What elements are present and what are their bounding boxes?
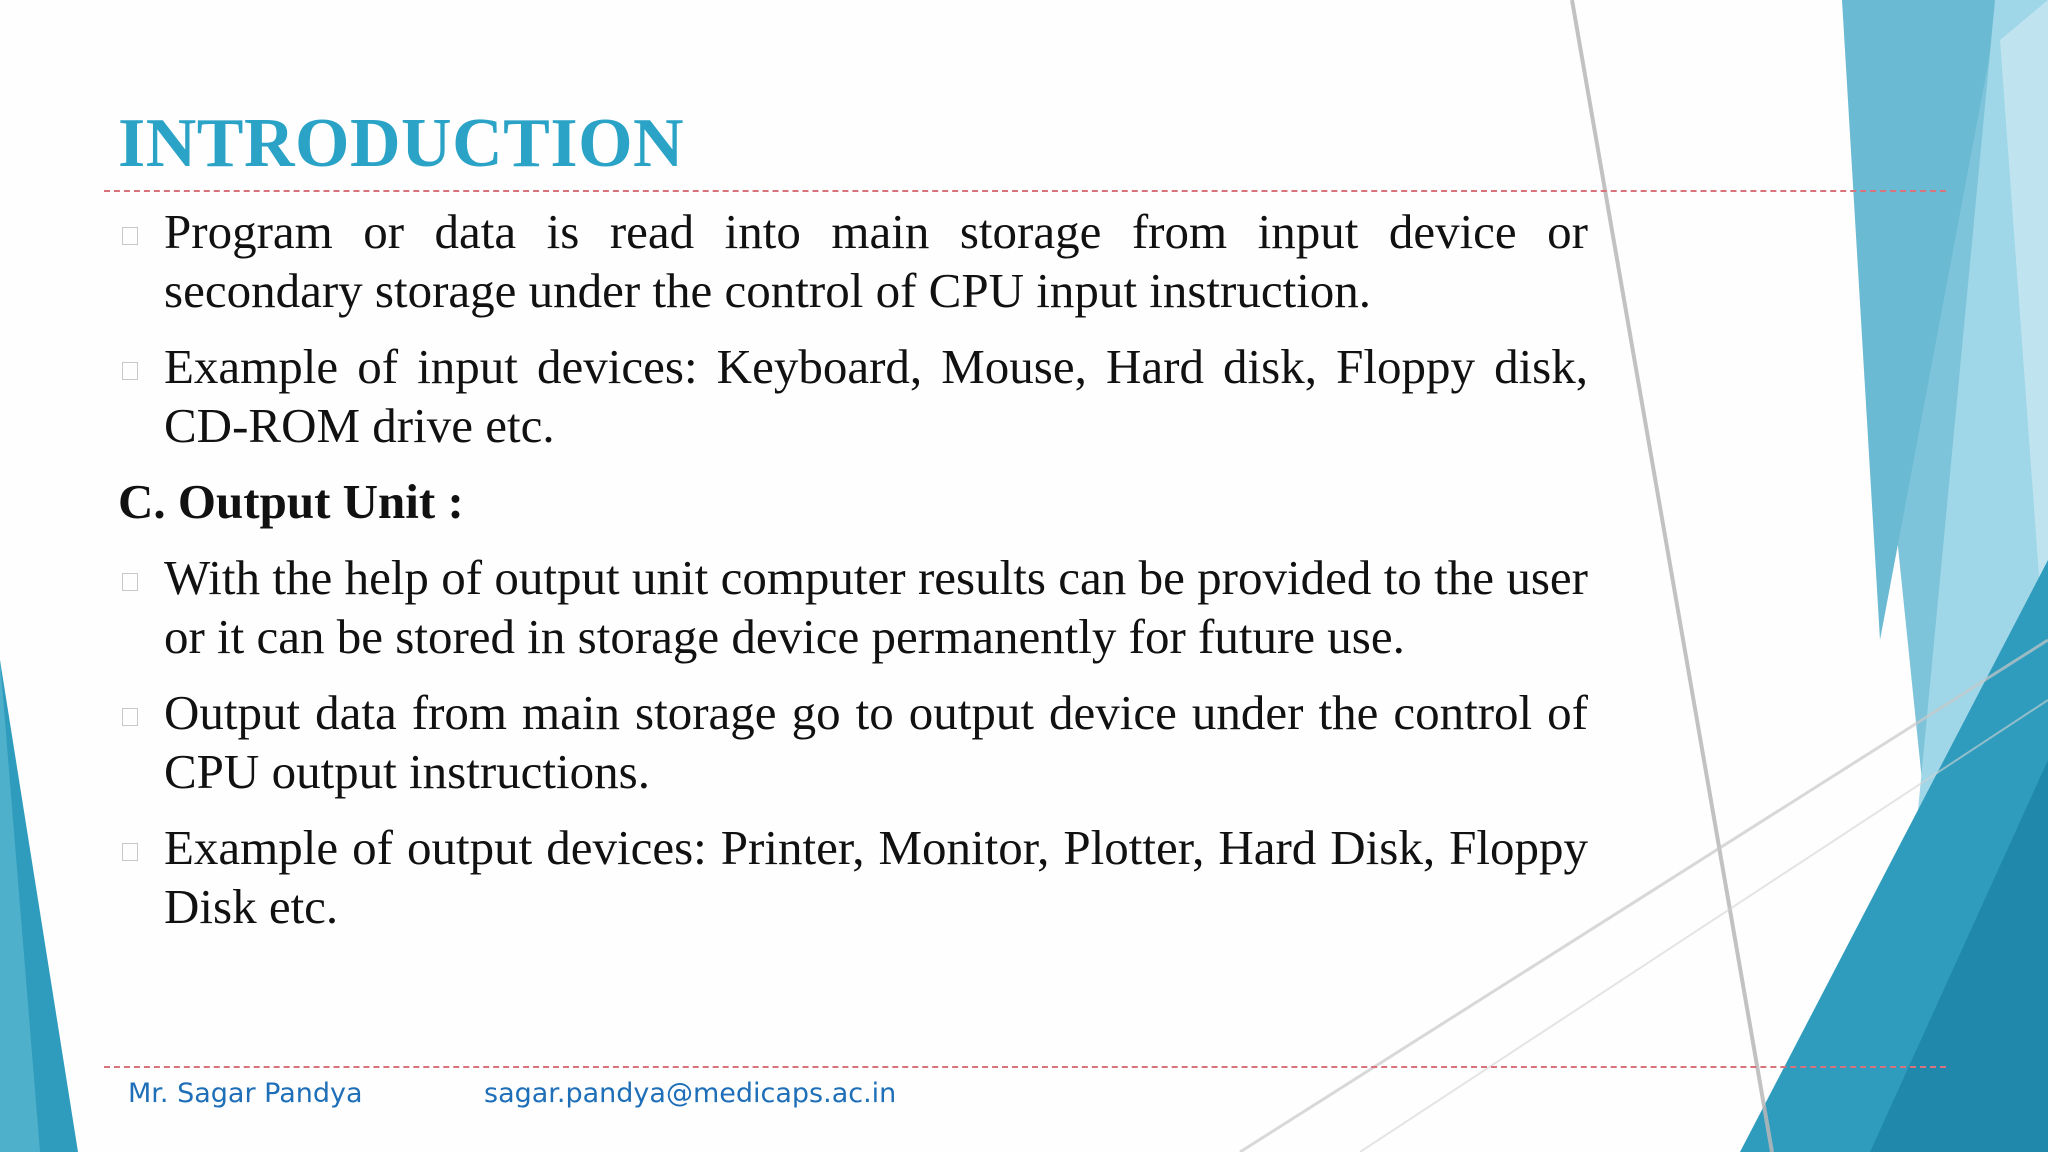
title-divider [104,190,1946,192]
bullet-item [118,683,1588,801]
bullet-text: Output data from main storage go to output device under the control of CPU output instructions. [164,685,1588,799]
bullet-box-icon [122,843,138,861]
footer-author: Mr. Sagar Pandya [128,1078,363,1109]
bullet-box-icon [122,708,138,726]
bullet-text: Program or data is read into main storage from input device or secondary storage under the control of CPU input instruction. [164,204,1588,318]
bullet-box-icon [122,362,138,380]
section-subheading: C. Output Unit : [118,474,464,529]
bullet-box-icon [122,573,138,591]
bullet-item [118,548,1588,666]
bullet-text: Example of output devices: Printer, Monitor, Plotter, Hard Disk, Floppy Disk etc. [164,820,1588,934]
footer-email: sagar.pandya@medicaps.ac.in [484,1078,897,1109]
slide-title: INTRODUCTION [118,105,685,182]
bullet-item [118,202,1588,320]
bullet-text: Example of input devices: Keyboard, Mouse, Hard disk, Floppy disk, CD-ROM drive etc. [164,339,1588,453]
footer-divider [104,1066,1946,1068]
bullet-item [118,337,1588,455]
diagonal-line-1 [1572,0,1772,1152]
slide-body [118,202,1588,953]
bullet-item [118,818,1588,936]
bullet-text: With the help of output unit computer results can be provided to the user or it can be stored in storage device permanently for future use. [164,550,1588,664]
bullet-box-icon [122,227,138,245]
